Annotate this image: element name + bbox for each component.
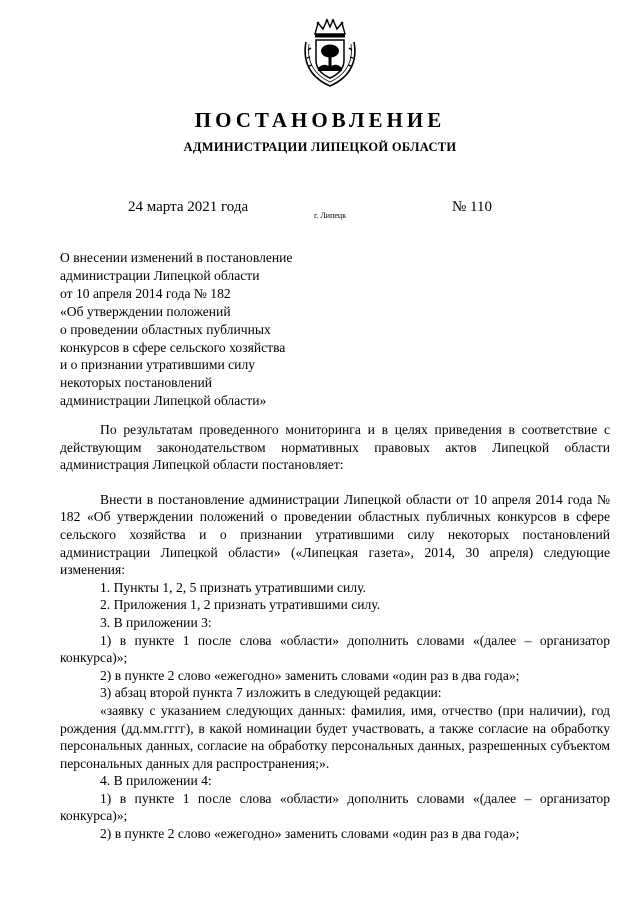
list-item: 3. В приложении 3: [100,614,212,630]
heading-line: администрации Липецкой области» [60,393,267,409]
list-item: 2. Приложения 1, 2 признать утратившими силу. [100,597,381,613]
lipetsk-coat-of-arms-icon [301,18,359,88]
list-item: 1) в пункте 1 после слова «области» дополнить словами «(далее – организатор конкурса)»; [60,632,610,666]
heading-line: администрации Липецкой области [60,267,260,283]
heading-line: некоторых постановлений [60,375,213,391]
heading-line: о проведении областных публичных [60,321,271,337]
list-item: 3) абзац второй пункта 7 изложить в следующей редакции: [100,685,442,701]
document-subtitle: АДМИНИСТРАЦИИ ЛИПЕЦКОЙ ОБЛАСТИ [183,140,457,154]
document-number: № 110 [452,199,493,215]
list-item: 1) в пункте 1 после слова «области» дополнить словами «(далее – организатор конкурса)»; [60,790,610,824]
list-item: 2) в пункте 2 слово «ежегодно» заменить словами «один раз в два года»; [100,667,520,683]
list-item: 4. В приложении 4: [100,773,212,789]
list-item: 2) в пункте 2 слово «ежегодно» заменить словами «один раз в два года»; [100,826,520,842]
heading-line: «Об утверждении положений [60,303,231,319]
heading-line: и о признании утратившими силу [60,357,256,373]
heading-line: конкурсов в сфере сельского хозяйства [60,339,286,355]
list-item: 1. Пункты 1, 2, 5 признать утратившими силу. [100,579,366,595]
document-title: ПОСТАНОВЛЕНИЕ [194,108,446,132]
quote-paragraph: «заявку с указанием следующих данных: фамилия, имя, отчество (при наличии), год рождения (дд.мм.гггг), в какой номинации будет участвовать, а также согласие на обработку персональных данных, согласие на обработку персональных данных, разрешенных субъектом персональных данных для распространения;». [60,702,610,771]
main-paragraph: Внести в постановление администрации Липецкой области от 10 апреля 2014 года № 182 «Об утверждении положений о проведении областных публичных конкурсов в сфере сельского хозяйства и о признании утратившими силу некоторых постановлений администрации Липецкой области» («Липецкая газета», 2014, 30 апреля) следующие изменения: [60,491,610,578]
document-body [60,421,610,843]
document-heading [60,249,360,410]
document-city: г. Липецк [314,211,347,220]
heading-line: от 10 апреля 2014 года № 182 [60,285,231,301]
intro-paragraph: По результатам проведенного мониторинга и в целях приведения в соответствие с действующим законодательством нормативных правовых актов Липецкой области администрация Липецкой области постановляет: [60,422,610,473]
document-date: 24 марта 2021 года [128,199,249,215]
heading-line: О внесении изменений в постановление [60,250,293,265]
